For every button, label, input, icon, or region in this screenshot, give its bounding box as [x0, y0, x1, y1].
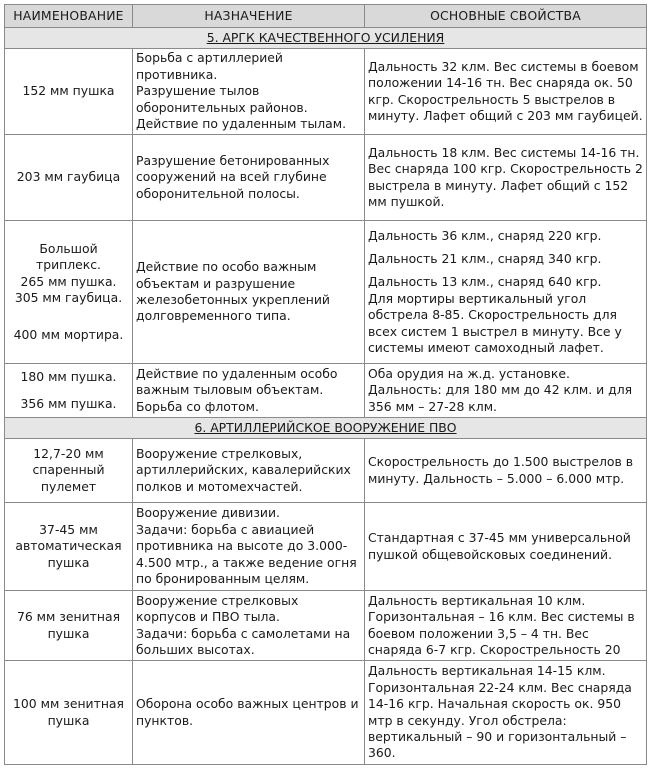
properties-cell: Стандартная с 37-45 мм универсальной пушкой общевойсковых соединений. — [365, 503, 647, 591]
header-name: НАИМЕНОВАНИЕ — [5, 5, 133, 28]
weapon-name-cell: 203 мм гаубица — [5, 135, 133, 221]
purpose-cell: Борьба с артиллерией противника. Разрушение тылов оборонительных районов. Действие по удаленным тылам. — [133, 49, 365, 135]
weapon-name-cell: 12,7-20 мм спаренный пулемет — [5, 439, 133, 503]
purpose-cell: Оборона особо важных центров и пунктов. — [133, 661, 365, 765]
weapons-table — [4, 4, 647, 765]
purpose-cell: Вооружение дивизии. Задачи: борьба с авиацией противника на высоте до 3.000-4.500 мтр., а также ведение огня по бронированным целям. — [133, 503, 365, 591]
table-row — [5, 503, 647, 591]
purpose-cell: Вооружение стрелковых корпусов и ПВО тыла. Задачи: борьба с самолетами на больших высотах. — [133, 591, 365, 661]
properties-cell: Дальность вертикальная 10 клм. Горизонтальная – 16 клм. Вес системы в боевом положении 3,5 – 4 тн. Вес снаряда 6-7 кгр. Скорострельность 20 — [365, 591, 647, 661]
weapon-name-cell: 180 мм пушка. 356 мм пушка. — [5, 364, 133, 418]
header-props: ОСНОВНЫЕ СВОЙСТВА — [365, 5, 647, 28]
properties-cell: Дальность вертикальная 14-15 клм. Горизонтальная 22-24 клм. Вес снаряда 14-16 кгр. Начальная скорость ок. 950 мтр в секунду. Угол обстрела: вертикальный – 90 и горизонтальный – 360. — [365, 661, 647, 765]
weapon-name-cell: 37-45 мм автоматическая пушка — [5, 503, 133, 591]
purpose-cell: Разрушение бетонированных сооружений на всей глубине оборонительной полосы. — [133, 135, 365, 221]
section-row — [5, 28, 647, 49]
properties-cell: Скорострельность до 1.500 выстрелов в минуту. Дальность – 5.000 – 6.000 мтр. — [365, 439, 647, 503]
weapon-name-cell: 76 мм зенитная пушка — [5, 591, 133, 661]
weapon-name-cell: 100 мм зенитная пушка — [5, 661, 133, 765]
section-row — [5, 418, 647, 439]
weapon-name-cell: Большой триплекс. 265 мм пушка. 305 мм гаубица. 400 мм мортира. — [5, 221, 133, 364]
header-row — [5, 5, 647, 28]
purpose-cell: Вооружение стрелковых, артиллерийских, кавалерийских полков и мотомехчастей. — [133, 439, 365, 503]
table-row — [5, 439, 647, 503]
section-title: 6. АРТИЛЛЕРИЙСКОЕ ВООРУЖЕНИЕ ПВО — [5, 418, 647, 439]
properties-cell: Оба орудия на ж.д. установке. Дальность: для 180 мм до 42 клм. и для 356 мм – 27-28 клм. — [365, 364, 647, 418]
table-row — [5, 49, 647, 135]
properties-cell: Дальность 36 клм., снаряд 220 кгр. Дальность 21 клм., снаряд 340 кгр. Дальность 13 клм., снаряд 640 кгр. Для мортиры вертикальный угол обстрела 8-85. Скорострельность для всех систем 1 выстрел в минуту. Все у системы имеют самоходный лафет. — [365, 221, 647, 364]
table-row — [5, 591, 647, 661]
purpose-cell: Действие по удаленным особо важным тыловым объектам. Борьба со флотом. — [133, 364, 365, 418]
table-row — [5, 221, 647, 364]
weapon-name-cell: 152 мм пушка — [5, 49, 133, 135]
properties-cell: Дальность 18 клм. Вес системы 14-16 тн. Вес снаряда 100 кгр. Скорострельность 2 выстрела в минуту. Лафет общий с 152 мм пушкой. — [365, 135, 647, 221]
purpose-cell: Действие по особо важным объектам и разрушение железобетонных укреплений долговременного типа. — [133, 221, 365, 364]
section-title: 5. АРГК КАЧЕСТВЕННОГО УСИЛЕНИЯ — [5, 28, 647, 49]
table-row — [5, 135, 647, 221]
header-purpose: НАЗНАЧЕНИЕ — [133, 5, 365, 28]
table-row — [5, 661, 647, 765]
table-row — [5, 364, 647, 418]
properties-cell: Дальность 32 клм. Вес системы в боевом положении 14-16 тн. Вес снаряда ок. 50 кгр. Скорострельность 5 выстрелов в минуту. Лафет общий с 203 мм гаубицей. — [365, 49, 647, 135]
